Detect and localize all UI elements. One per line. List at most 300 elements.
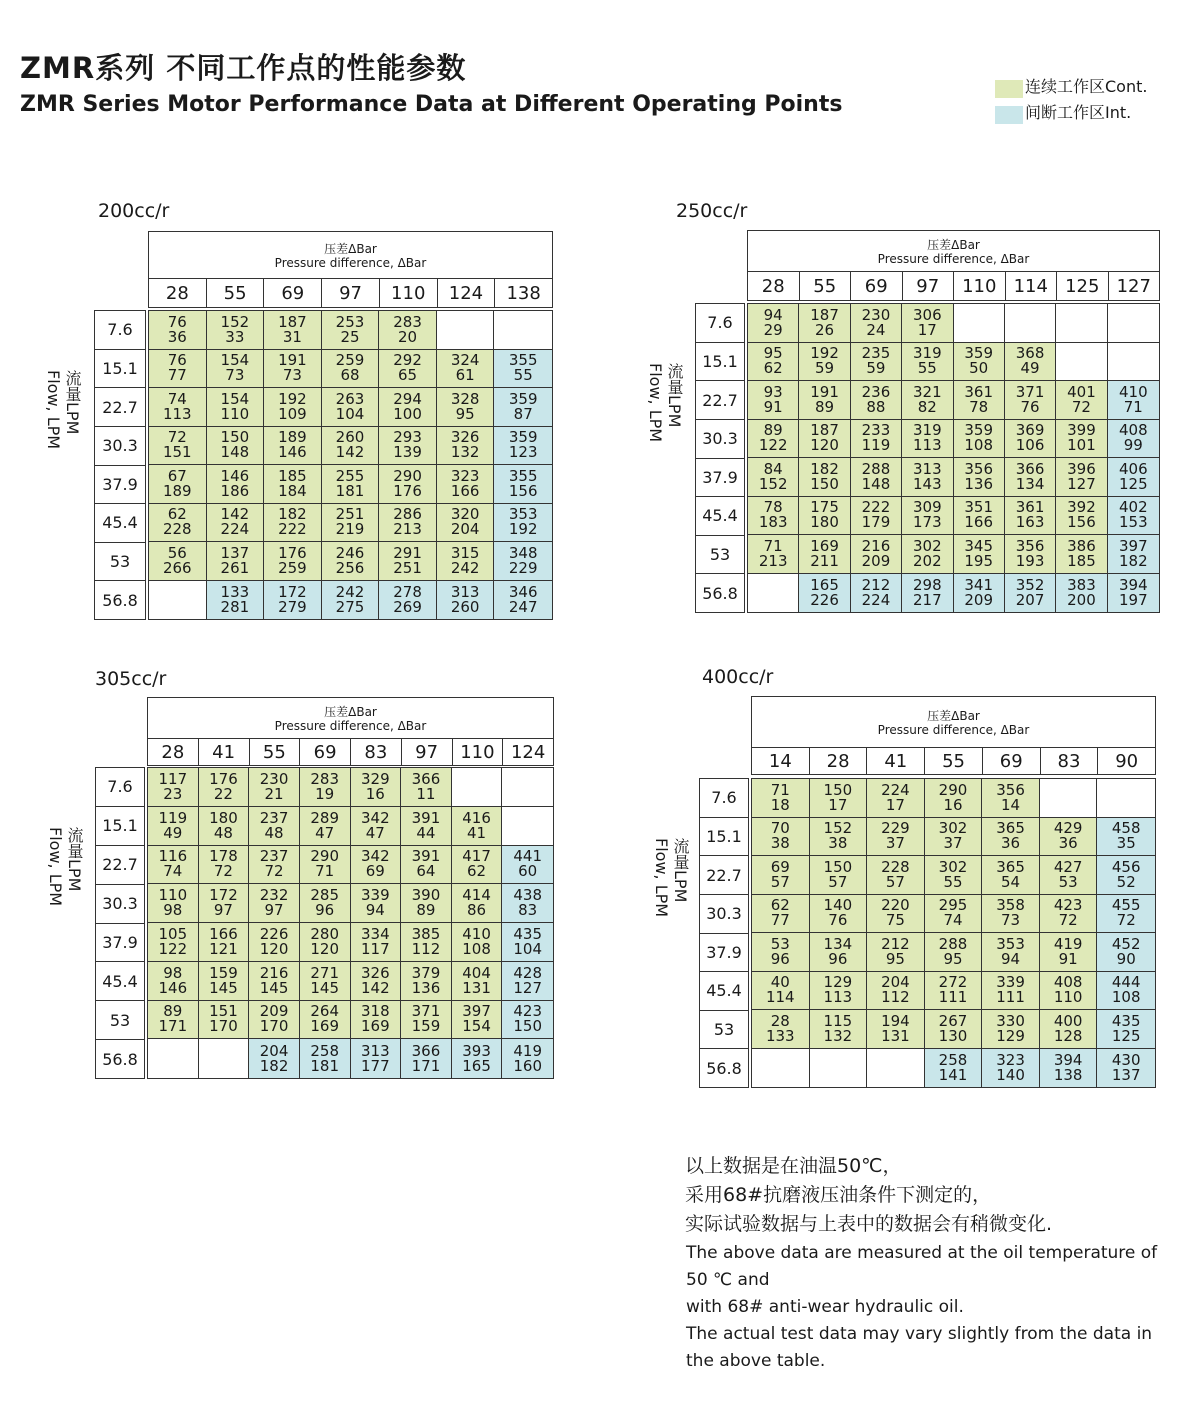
speed-value: 142	[335, 443, 365, 462]
speed-value: 128	[1053, 1026, 1083, 1045]
performance-cell	[401, 807, 452, 846]
flow-value: 37.9	[700, 933, 748, 972]
speed-value: 59	[815, 359, 835, 378]
speed-value: 87	[513, 404, 533, 423]
torque-value: 339	[996, 973, 1025, 992]
flow-value: 7.6	[107, 320, 133, 340]
torque-value: 259	[335, 351, 365, 370]
performance-cell	[752, 933, 810, 972]
torque-value: 76	[167, 351, 187, 370]
torque-value: 404	[462, 963, 491, 982]
speed-value: 57	[828, 872, 848, 891]
performance-cell	[199, 923, 250, 962]
speed-value: 62	[763, 359, 783, 378]
performance-cell	[867, 856, 925, 895]
performance-cell	[494, 542, 552, 581]
performance-cell	[502, 846, 553, 885]
torque-value: 366	[1015, 459, 1045, 478]
performance-cell	[748, 381, 799, 420]
performance-cell	[799, 458, 850, 497]
torque-value: 134	[823, 934, 853, 953]
speed-value: 112	[881, 988, 910, 1007]
torque-value: 391	[411, 847, 441, 866]
performance-cell	[810, 933, 868, 972]
performance-cell	[149, 504, 207, 543]
performance-grid	[148, 310, 553, 620]
pressure-value: 83	[350, 739, 401, 765]
speed-value: 195	[964, 551, 993, 570]
torque-value: 361	[1015, 498, 1045, 517]
pressure-value: 55	[206, 279, 264, 307]
performance-cell	[207, 581, 265, 620]
performance-cell	[982, 1049, 1040, 1088]
performance-cell	[1108, 420, 1159, 459]
flow-value: 22.7	[96, 845, 144, 884]
performance-cell	[748, 535, 799, 574]
torque-value: 400	[1053, 1011, 1083, 1030]
performance-cell	[148, 923, 199, 962]
performance-cell	[149, 427, 207, 466]
speed-value: 145	[259, 978, 289, 997]
performance-cell	[1040, 856, 1098, 895]
performance-cell	[1040, 1010, 1098, 1049]
empty-cell	[954, 304, 1005, 343]
pressure-values-row	[147, 738, 554, 766]
empty-cell	[494, 311, 552, 350]
speed-value: 120	[310, 939, 339, 958]
speed-value: 182	[259, 1056, 289, 1075]
torque-value: 95	[763, 344, 783, 363]
torque-value: 154	[220, 351, 250, 370]
speed-value: 50	[969, 359, 989, 378]
speed-value: 136	[964, 474, 993, 493]
speed-value: 182	[1118, 551, 1148, 570]
speed-value: 78	[969, 397, 989, 416]
speed-value: 71	[1123, 397, 1143, 416]
performance-cell	[1108, 535, 1159, 574]
speed-value: 247	[508, 597, 538, 616]
performance-cell	[437, 542, 495, 581]
speed-value: 98	[163, 901, 183, 920]
performance-cell	[322, 465, 380, 504]
pressure-values-row	[148, 278, 553, 308]
torque-value: 319	[912, 421, 942, 440]
torque-value: 295	[938, 896, 968, 915]
performance-cell	[207, 542, 265, 581]
speed-value: 72	[1071, 397, 1091, 416]
speed-value: 47	[365, 823, 385, 842]
torque-value: 318	[360, 1002, 390, 1021]
flow-values-column	[695, 303, 745, 613]
empty-cell	[867, 1049, 925, 1088]
performance-cell	[1056, 381, 1107, 420]
speed-value: 72	[1058, 911, 1078, 930]
performance-grid	[147, 767, 554, 1079]
torque-value: 456	[1111, 857, 1141, 876]
torque-value: 178	[209, 847, 238, 866]
performance-cell	[401, 1039, 452, 1078]
performance-cell	[199, 807, 250, 846]
speed-value: 153	[1118, 513, 1148, 532]
speed-value: 171	[158, 1017, 188, 1036]
speed-value: 17	[828, 795, 848, 814]
speed-value: 170	[259, 1017, 289, 1036]
note-cn	[685, 1152, 1052, 1239]
performance-cell	[982, 856, 1040, 895]
speed-value: 25	[340, 327, 360, 346]
performance-cell	[1040, 972, 1098, 1011]
speed-value: 106	[1015, 436, 1045, 455]
performance-cell	[452, 846, 503, 885]
torque-value: 353	[508, 505, 538, 524]
displacement-label: 400cc/r	[702, 666, 774, 688]
torque-value: 176	[278, 543, 307, 562]
speed-value: 55	[943, 872, 963, 891]
speed-value: 95	[885, 949, 905, 968]
performance-cell	[300, 768, 351, 807]
torque-value: 365	[996, 819, 1025, 838]
performance-cell	[401, 884, 452, 923]
torque-value: 140	[823, 896, 853, 915]
speed-value: 77	[770, 911, 790, 930]
torque-value: 74	[167, 389, 187, 408]
speed-value: 60	[518, 862, 538, 881]
torque-value: 323	[996, 1050, 1025, 1069]
performance-cell	[148, 1001, 199, 1040]
performance-cell	[748, 458, 799, 497]
torque-value: 142	[220, 505, 250, 524]
flow-value: 15.1	[696, 342, 744, 381]
torque-value: 408	[1118, 421, 1148, 440]
note-en-line: 50 ℃ and	[686, 1270, 770, 1290]
torque-value: 290	[393, 466, 422, 485]
speed-value: 11	[416, 784, 436, 803]
torque-value: 290	[310, 847, 339, 866]
speed-value: 73	[225, 366, 245, 385]
speed-value: 154	[462, 1017, 491, 1036]
torque-value: 72	[167, 428, 187, 447]
torque-value: 359	[508, 428, 538, 447]
performance-cell	[867, 972, 925, 1011]
flow-value: 53	[95, 542, 145, 581]
speed-value: 109	[278, 404, 307, 423]
performance-cell	[351, 1039, 402, 1078]
speed-value: 142	[360, 978, 390, 997]
performance-cell	[799, 381, 850, 420]
performance-cell	[851, 343, 902, 382]
speed-value: 180	[810, 513, 839, 532]
performance-cell	[982, 1010, 1040, 1049]
speed-value: 52	[1116, 872, 1136, 891]
speed-value: 19	[315, 784, 335, 803]
torque-value: 232	[259, 886, 289, 905]
torque-value: 342	[360, 847, 390, 866]
performance-cell	[925, 972, 983, 1011]
speed-value: 279	[278, 597, 307, 616]
torque-value: 230	[259, 769, 289, 788]
performance-cell	[249, 962, 300, 1001]
torque-value: 267	[938, 1011, 968, 1030]
speed-value: 181	[310, 1056, 339, 1075]
speed-value: 119	[861, 436, 891, 455]
speed-value: 211	[810, 551, 839, 570]
torque-value: 255	[335, 466, 365, 485]
torque-value: 116	[158, 847, 188, 866]
torque-value: 406	[1118, 459, 1148, 478]
torque-value: 393	[462, 1041, 491, 1060]
torque-value: 435	[513, 924, 542, 943]
performance-cell	[851, 420, 902, 459]
flow-value: 56.8	[95, 580, 145, 619]
speed-value: 18	[770, 795, 790, 814]
speed-value: 152	[758, 474, 788, 493]
flow-value: 37.9	[95, 465, 145, 504]
torque-value: 204	[881, 973, 910, 992]
speed-value: 41	[467, 823, 487, 842]
torque-value: 209	[259, 1002, 289, 1021]
performance-cell	[494, 504, 552, 543]
performance-cell	[925, 1049, 983, 1088]
torque-value: 339	[360, 886, 390, 905]
performance-cell	[1005, 574, 1056, 613]
speed-value: 48	[213, 823, 233, 842]
speed-value: 169	[360, 1017, 390, 1036]
torque-value: 366	[411, 1041, 441, 1060]
performance-cell	[494, 427, 552, 466]
speed-value: 110	[1053, 988, 1083, 1007]
flow-value: 22.7	[696, 380, 744, 419]
speed-value: 88	[866, 397, 886, 416]
torque-value: 355	[508, 351, 538, 370]
speed-value: 113	[162, 404, 192, 423]
performance-cell	[199, 846, 250, 885]
torque-value: 429	[1053, 819, 1083, 838]
speed-value: 89	[416, 901, 436, 920]
speed-value: 23	[163, 784, 183, 803]
speed-value: 37	[943, 834, 963, 853]
performance-cell	[902, 574, 953, 613]
performance-cell	[351, 1001, 402, 1040]
speed-value: 95	[455, 404, 475, 423]
empty-cell	[1097, 779, 1155, 818]
performance-cell	[264, 427, 322, 466]
flow-value: 22.7	[95, 387, 145, 426]
performance-cell	[148, 768, 199, 807]
performance-cell	[752, 779, 810, 818]
performance-cell	[748, 420, 799, 459]
speed-value: 219	[335, 520, 365, 539]
speed-value: 148	[220, 443, 250, 462]
performance-cell	[207, 504, 265, 543]
speed-value: 125	[1111, 1026, 1141, 1045]
performance-cell	[902, 497, 953, 536]
performance-cell	[902, 343, 953, 382]
speed-value: 38	[770, 834, 790, 853]
speed-value: 17	[885, 795, 905, 814]
pressure-value: 124	[437, 279, 495, 307]
torque-value: 115	[823, 1011, 853, 1030]
torque-value: 89	[763, 421, 783, 440]
empty-cell	[148, 1039, 199, 1078]
speed-value: 186	[220, 481, 250, 500]
speed-value: 14	[1001, 795, 1021, 814]
performance-cell	[264, 465, 322, 504]
performance-cell	[799, 304, 850, 343]
torque-value: 191	[810, 382, 839, 401]
torque-value: 402	[1118, 498, 1148, 517]
torque-value: 280	[310, 924, 339, 943]
speed-value: 213	[758, 551, 788, 570]
flow-value: 53	[700, 1010, 748, 1049]
torque-value: 288	[938, 934, 968, 953]
pressure-values-row	[747, 271, 1160, 301]
torque-value: 192	[810, 344, 839, 363]
performance-cell	[300, 1001, 351, 1040]
torque-value: 56	[167, 543, 187, 562]
torque-value: 359	[964, 344, 993, 363]
empty-cell	[1056, 304, 1107, 343]
speed-value: 145	[310, 978, 339, 997]
speed-value: 173	[912, 513, 942, 532]
torque-value: 342	[360, 808, 390, 827]
torque-value: 356	[1015, 536, 1045, 555]
speed-value: 96	[315, 901, 335, 920]
torque-value: 182	[810, 459, 839, 478]
speed-value: 137	[1111, 1065, 1141, 1084]
speed-value: 69	[365, 862, 385, 881]
performance-cell	[851, 381, 902, 420]
performance-cell	[494, 465, 552, 504]
empty-cell	[502, 807, 553, 846]
torque-value: 224	[881, 780, 910, 799]
pressure-value: 138	[494, 279, 552, 307]
speed-value: 266	[162, 558, 192, 577]
note-en-line: The actual test data may vary slightly from the data in	[686, 1324, 1153, 1344]
pressure-label-en: Pressure difference, ΔBar	[274, 256, 427, 270]
speed-value: 54	[1001, 872, 1021, 891]
torque-value: 298	[912, 575, 942, 594]
flow-values-column	[699, 778, 749, 1088]
torque-value: 319	[912, 344, 942, 363]
performance-cell	[1097, 818, 1155, 857]
torque-value: 419	[1053, 934, 1083, 953]
flow-value: 30.3	[96, 884, 144, 923]
torque-value: 212	[881, 934, 910, 953]
performance-cell	[264, 388, 322, 427]
performance-cell	[954, 497, 1005, 536]
torque-value: 242	[335, 582, 365, 601]
empty-cell	[1108, 304, 1159, 343]
performance-cell	[851, 304, 902, 343]
torque-value: 233	[861, 421, 891, 440]
torque-value: 408	[1053, 973, 1083, 992]
speed-value: 125	[1118, 474, 1148, 493]
torque-value: 175	[810, 498, 839, 517]
speed-value: 160	[513, 1056, 542, 1075]
performance-cell	[149, 388, 207, 427]
performance-cell	[351, 923, 402, 962]
torque-value: 358	[996, 896, 1025, 915]
performance-cell	[300, 807, 351, 846]
torque-value: 288	[861, 459, 891, 478]
performance-cell	[207, 311, 265, 350]
pressure-value: 55	[799, 272, 851, 300]
speed-value: 127	[513, 978, 542, 997]
pressure-value: 28	[761, 275, 785, 297]
torque-value: 324	[450, 351, 480, 370]
torque-value: 366	[411, 769, 441, 788]
flow-axis-label	[652, 838, 690, 917]
performance-cell	[1005, 420, 1056, 459]
flow-axis-label	[46, 827, 84, 906]
performance-cell	[1097, 1010, 1155, 1049]
speed-value: 145	[209, 978, 238, 997]
performance-cell	[249, 1001, 300, 1040]
torque-value: 94	[763, 305, 783, 324]
performance-cell	[437, 427, 495, 466]
speed-value: 91	[763, 397, 783, 416]
flow-axis-label	[646, 363, 684, 442]
speed-value: 95	[943, 949, 963, 968]
speed-value: 114	[765, 988, 795, 1007]
flow-label-cn: 流量LPM	[665, 363, 684, 428]
pressure-value: 55	[924, 748, 982, 774]
pressure-value: 69	[982, 748, 1040, 774]
empty-cell	[1056, 343, 1107, 382]
legend-label-cont: 连续工作区Cont.	[1025, 77, 1148, 96]
torque-value: 438	[513, 886, 542, 905]
speed-value: 120	[810, 436, 839, 455]
torque-value: 365	[996, 857, 1025, 876]
flow-value: 37.9	[696, 458, 744, 497]
displacement-label: 200cc/r	[98, 200, 170, 222]
speed-value: 226	[810, 590, 839, 609]
speed-value: 143	[912, 474, 942, 493]
performance-cell	[401, 962, 452, 1001]
torque-value: 399	[1067, 421, 1096, 440]
speed-value: 120	[259, 939, 289, 958]
performance-cell	[207, 388, 265, 427]
performance-cell	[982, 779, 1040, 818]
performance-cell	[752, 1010, 810, 1049]
torque-value: 152	[220, 312, 250, 331]
speed-value: 189	[162, 481, 192, 500]
speed-value: 96	[770, 949, 790, 968]
performance-cell	[264, 311, 322, 350]
speed-value: 111	[996, 988, 1025, 1007]
torque-value: 348	[508, 543, 538, 562]
performance-cell	[401, 846, 452, 885]
performance-cell	[799, 343, 850, 382]
speed-value: 256	[335, 558, 365, 577]
speed-value: 166	[964, 513, 993, 532]
speed-value: 104	[513, 939, 542, 958]
speed-value: 138	[1053, 1065, 1083, 1084]
performance-cell	[799, 420, 850, 459]
torque-value: 251	[335, 505, 365, 524]
torque-value: 137	[220, 543, 250, 562]
speed-value: 71	[315, 862, 335, 881]
performance-cell	[867, 1010, 925, 1049]
torque-value: 151	[209, 1002, 238, 1021]
performance-cell	[379, 311, 437, 350]
torque-value: 220	[881, 896, 910, 915]
performance-cell	[148, 962, 199, 1001]
performance-cell	[437, 388, 495, 427]
performance-cell	[494, 350, 552, 389]
performance-cell	[902, 304, 953, 343]
speed-value: 150	[513, 1017, 542, 1036]
